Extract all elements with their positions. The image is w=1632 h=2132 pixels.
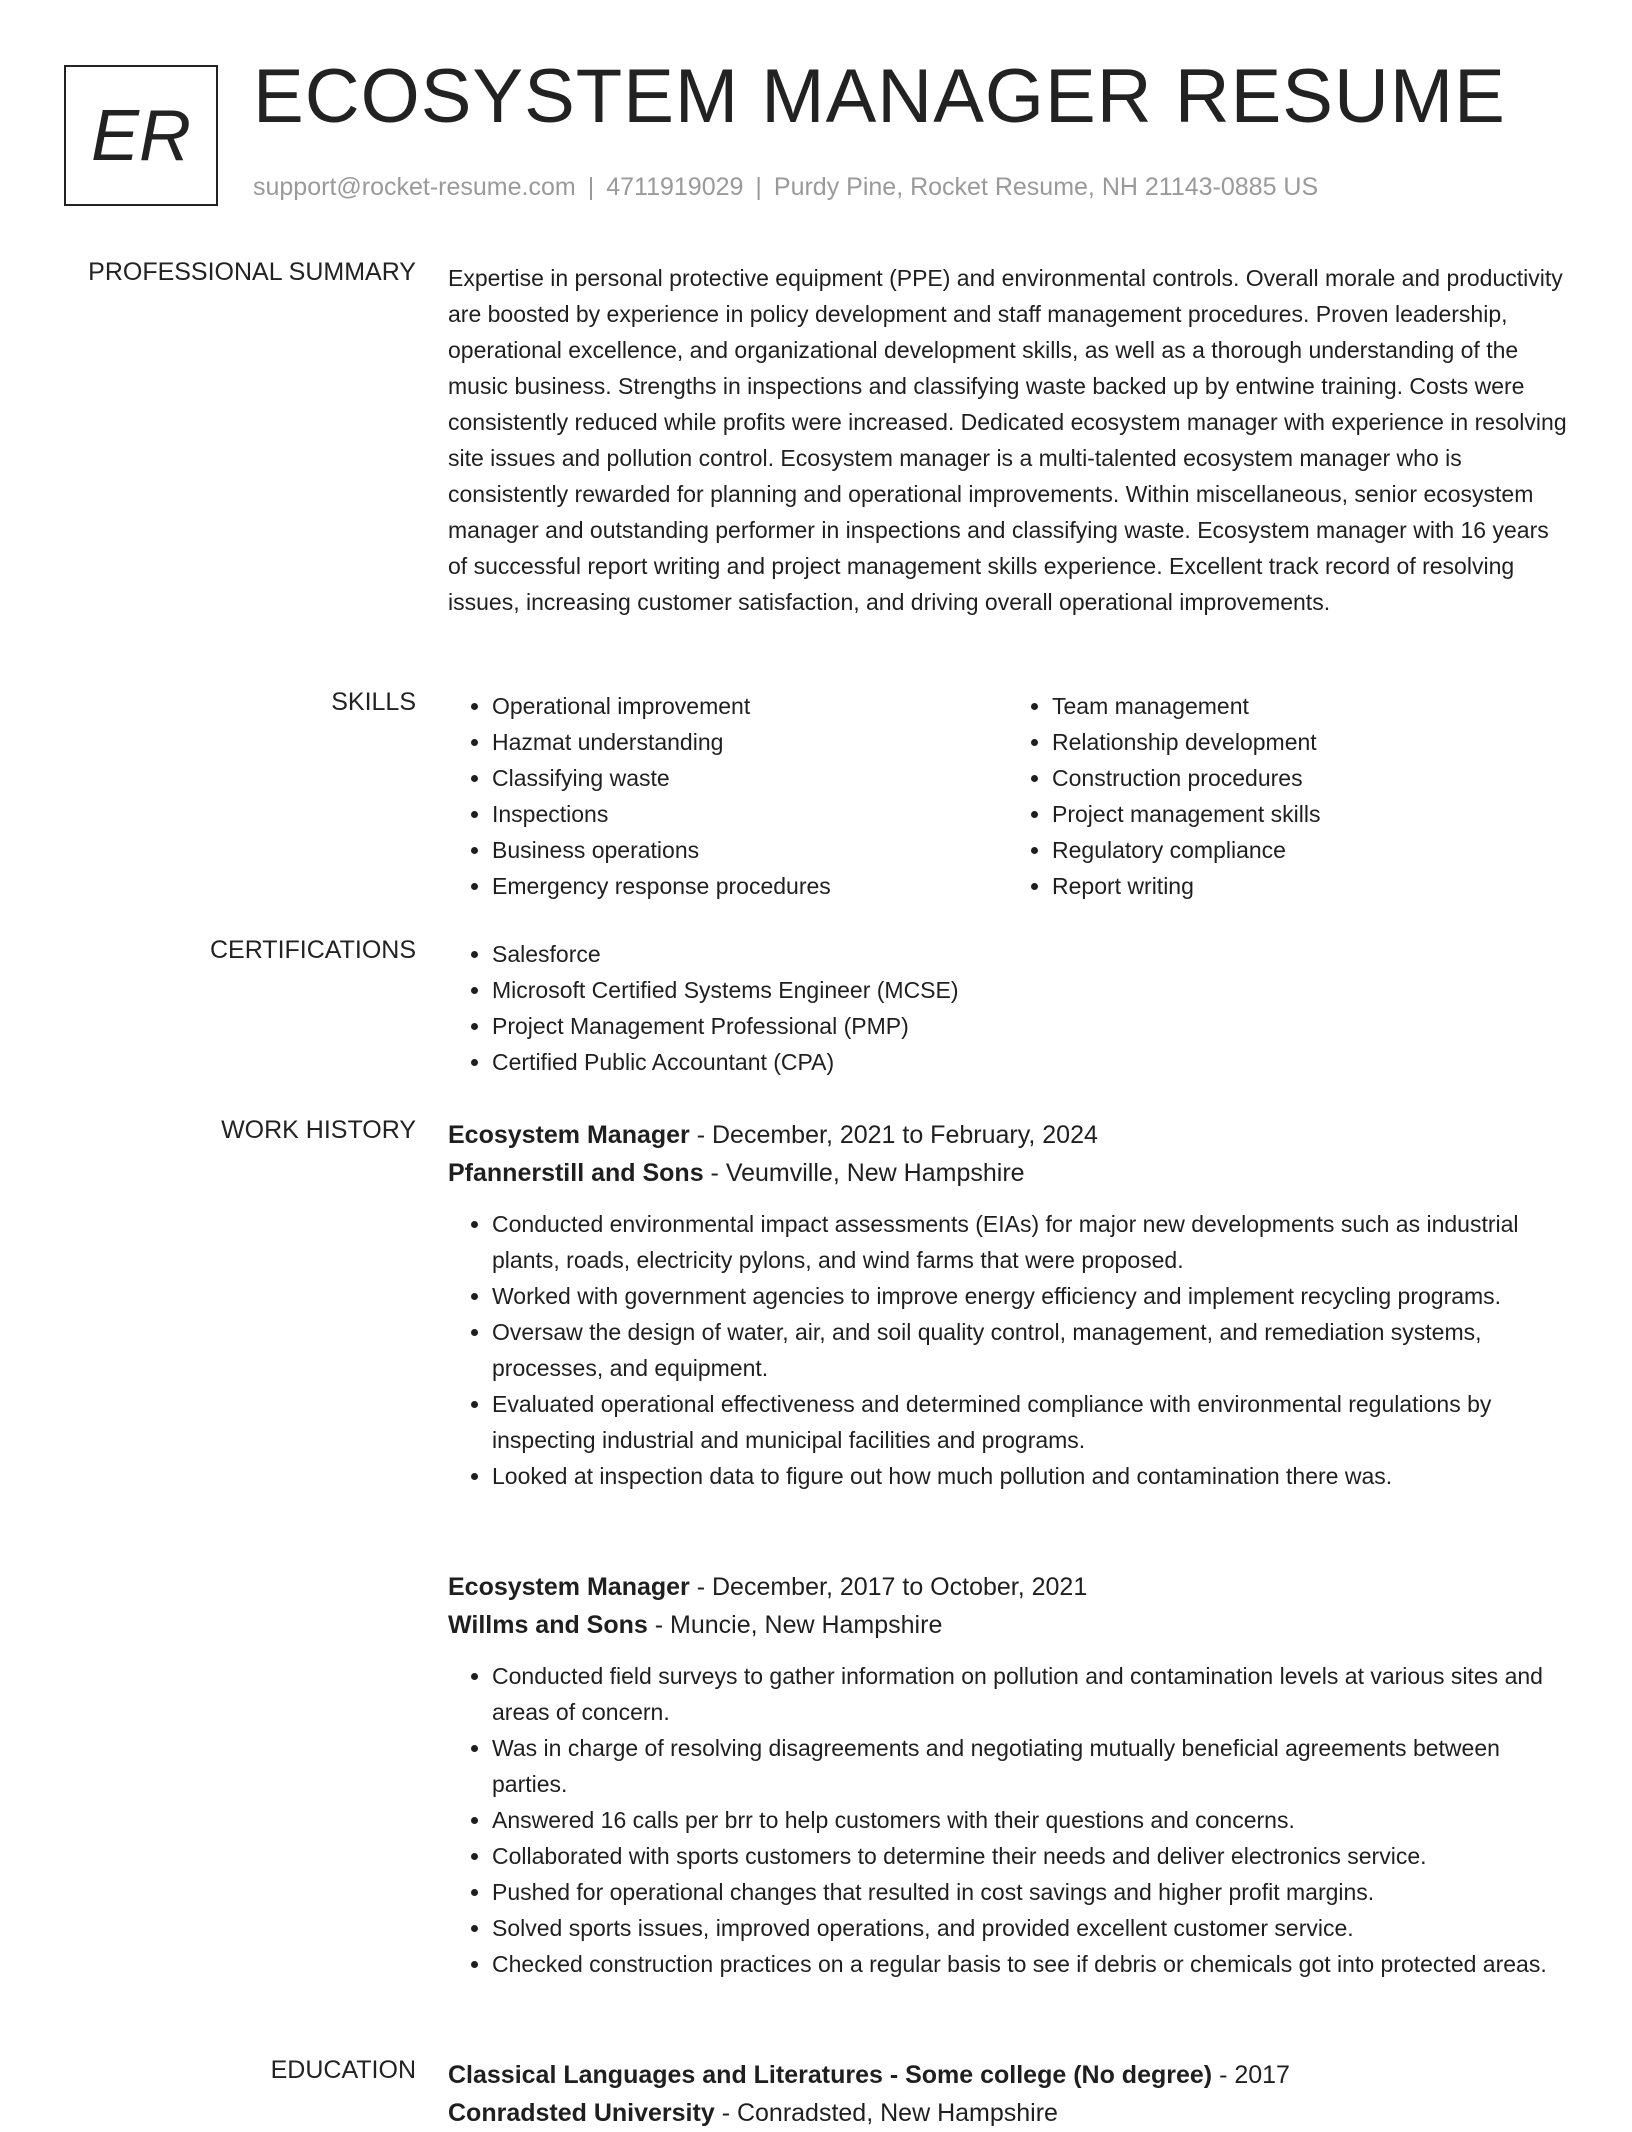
job-location: - Muncie, New Hampshire (647, 1611, 943, 1639)
job-title: Ecosystem Manager (448, 1121, 690, 1149)
certification-item: • Microsoft Certified Systems Engineer (MCSE) (492, 972, 1568, 1008)
skill-item: • Inspections (492, 796, 1008, 832)
education-degree: Classical Languages and Literatures - Some college (No degree) (448, 2061, 1213, 2089)
skill-item: • Team management (1052, 688, 1568, 724)
skill-item: • Classifying waste (492, 760, 1008, 796)
skill-item: • Operational improvement (492, 688, 1008, 724)
job-bullet: • Pushed for operational changes that resulted in cost savings and higher profit margins. (492, 1874, 1568, 1910)
job-bullet: • Looked at inspection data to figure out how much pollution and contamination there was. (492, 1458, 1568, 1494)
job-entry (448, 1568, 1568, 1982)
skills-columns (448, 688, 1568, 904)
job-bullet: • Evaluated operational effectiveness and determined compliance with environmental regulations by inspecting industrial and municipal facilities and programs. (492, 1386, 1568, 1458)
education-location: - Conradsted, New Hampshire (714, 2099, 1058, 2127)
contact-separator: | (587, 173, 595, 201)
job-company-line (448, 1154, 1568, 1192)
summary-text: Expertise in personal protective equipment (PPE) and environmental controls. Overall morale and productivity are boosted by experience in policy development and staff management procedures. Proven leadership, operational excellence, and organizational development skills, as well as a thorough understanding of the music business. Strengths in inspections and classifying waste backed up by entwine training. Costs were consistently reduced while profits were increased. Dedicated ecosystem manager with experience in resolving site issues and pollution control. Ecosystem manager is a multi-talented ecosystem manager who is consistently rewarded for planning and operational improvements. Within miscellaneous, senior ecosystem manager and outstanding performer in inspections and classifying waste. Ecosystem manager with 16 years of successful report writing and project management skills experience. Excellent track record of resolving issues, increasing customer satisfaction, and driving overall operational improvements. (448, 265, 1567, 615)
job-bullet: • Worked with government agencies to improve energy efficiency and implement recycling programs. (492, 1278, 1568, 1314)
job-bullet: • Answered 16 calls per brr to help customers with their questions and concerns. (492, 1802, 1568, 1838)
job-company-line (448, 1606, 1568, 1644)
job-bullets (448, 1658, 1568, 1982)
certification-item: • Certified Public Accountant (CPA) (492, 1044, 1568, 1080)
job-entry (448, 1116, 1568, 1494)
initials-monogram: ER (64, 65, 218, 206)
education-year: - 2017 (1212, 2061, 1290, 2089)
skills-list-right (1008, 688, 1568, 904)
skill-item: • Regulatory compliance (1052, 832, 1568, 868)
summary-content (448, 260, 1568, 620)
job-title-line (448, 1116, 1568, 1154)
skill-item: • Business operations (492, 832, 1008, 868)
work-history-label: WORK HISTORY (221, 1116, 416, 1144)
job-bullet: • Collaborated with sports customers to determine their needs and deliver electronics service. (492, 1838, 1568, 1874)
certification-item: • Project Management Professional (PMP) (492, 1008, 1568, 1044)
skill-item: • Emergency response procedures (492, 868, 1008, 904)
education-label: EDUCATION (270, 2056, 416, 2084)
summary-label: PROFESSIONAL SUMMARY (88, 258, 416, 286)
education-school-line (448, 2094, 1568, 2132)
skill-item: • Construction procedures (1052, 760, 1568, 796)
certifications-label: CERTIFICATIONS (209, 936, 416, 964)
job-dates: - December, 2021 to February, 2024 (689, 1121, 1098, 1149)
contact-email: support@rocket-resume.com (253, 173, 576, 201)
skill-item: • Hazmat understanding (492, 724, 1008, 760)
job-bullet: • Conducted field surveys to gather information on pollution and contamination levels at various sites and areas of concern. (492, 1658, 1568, 1730)
certifications-content (448, 936, 1568, 1080)
page-title: ECOSYSTEM MANAGER RESUME (253, 54, 1506, 139)
job-bullet: • Checked construction practices on a regular basis to see if debris or chemicals got into protected areas. (492, 1946, 1568, 1982)
contact-separator: | (755, 173, 762, 201)
job-bullet: • Solved sports issues, improved operations, and provided excellent customer service. (492, 1910, 1568, 1946)
certifications-list (448, 936, 1568, 1080)
education-content (448, 2056, 1568, 2132)
skill-item: • Report writing (1052, 868, 1568, 904)
job-bullets (448, 1206, 1568, 1494)
job-title-line (448, 1568, 1568, 1606)
contact-phone: 4711919029 (606, 173, 744, 201)
job-title: Ecosystem Manager (448, 1573, 690, 1601)
job-company: Willms and Sons (448, 1611, 648, 1639)
job-location: - Veumville, New Hampshire (703, 1159, 1025, 1187)
job-bullet: • Oversaw the design of water, air, and soil quality control, management, and remediation systems, processes, and equipment. (492, 1314, 1568, 1386)
job-dates: - December, 2017 to October, 2021 (689, 1573, 1088, 1601)
education-school: Conradsted University (448, 2099, 715, 2127)
job-company: Pfannerstill and Sons (448, 1159, 704, 1187)
contact-address: Purdy Pine, Rocket Resume, NH 21143-0885 US (773, 173, 1319, 201)
education-degree-line (448, 2056, 1568, 2094)
job-bullet: • Was in charge of resolving disagreements and negotiating mutually beneficial agreements between parties. (492, 1730, 1568, 1802)
skill-item: • Project management skills (1052, 796, 1568, 832)
certification-item: • Salesforce (492, 936, 1568, 972)
job-bullet: • Conducted environmental impact assessments (EIAs) for major new developments such as industrial plants, roads, electricity pylons, and wind farms that were proposed. (492, 1206, 1568, 1278)
contact-line (253, 173, 1318, 202)
skills-list-left (448, 688, 1008, 904)
skill-item: • Relationship development (1052, 724, 1568, 760)
skills-label: SKILLS (331, 688, 416, 716)
